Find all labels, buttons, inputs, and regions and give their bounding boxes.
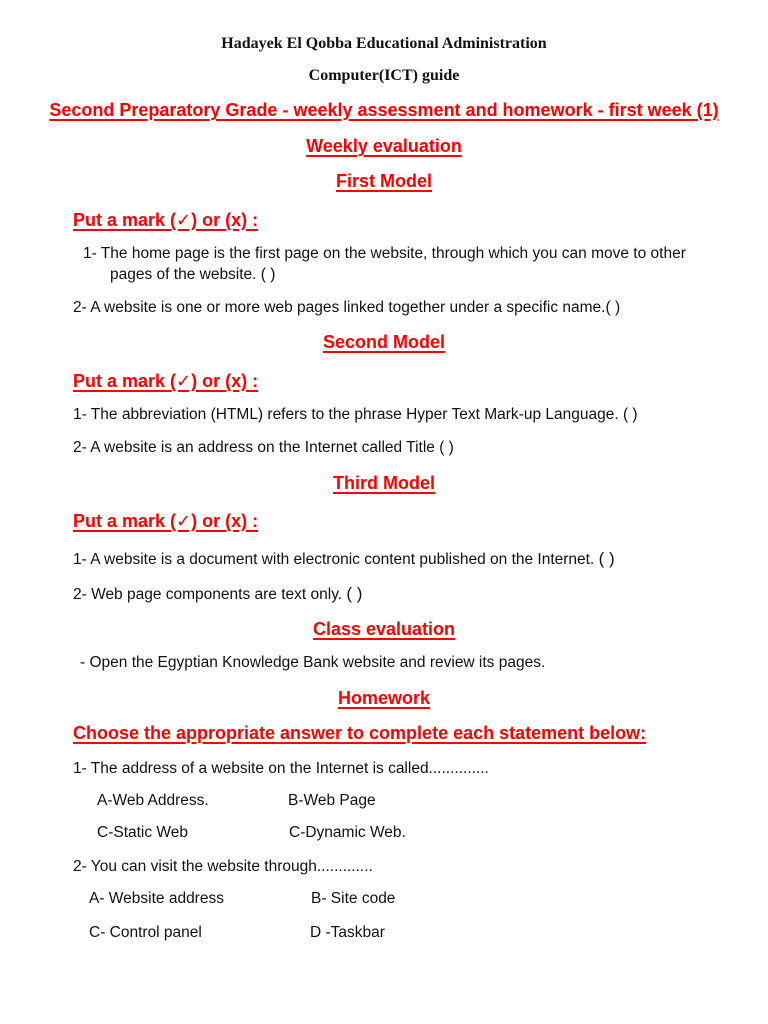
first-model-question-1-line-1: 1- The home page is the first page on the website, through which you can move to other: [83, 245, 686, 262]
third-model-question-2: [73, 584, 362, 604]
first-model-instruction: Put a mark (✓) or (x) :: [73, 210, 259, 230]
homework-question-2-option-d: D -Taskbar: [310, 924, 385, 941]
third-model-question-1-text: 1- A website is a document with electronic content published on the Internet.: [73, 551, 595, 568]
class-evaluation-item: - Open the Egyptian Knowledge Bank website and review its pages.: [80, 654, 546, 671]
homework-question-2-option-c: C- Control panel: [89, 924, 202, 941]
third-model-question-1: [73, 549, 615, 569]
third-model-heading: Third Model: [333, 473, 435, 493]
third-model-question-1-answer-box: ( ): [598, 549, 615, 568]
homework-instruction: Choose the appropriate answer to complete each statement below:: [73, 723, 647, 743]
administration-heading: Hadayek El Qobba Educational Administration: [221, 35, 547, 52]
first-model-question-1-line-2: pages of the website. ( ): [110, 266, 276, 283]
third-model-instruction: Put a mark (✓) or (x) :: [73, 511, 259, 531]
first-model-question-2: 2- A website is one or more web pages linked together under a specific name.( ): [73, 299, 621, 316]
class-evaluation-heading: Class evaluation: [312, 619, 456, 639]
homework-question-1-option-b: B-Web Page: [288, 792, 376, 809]
first-model-heading: First Model: [335, 171, 432, 191]
homework-question-2-option-b: B- Site code: [311, 890, 396, 907]
homework-question-1-option-a: A-Web Address.: [97, 792, 209, 809]
second-model-question-1: 1- The abbreviation (HTML) refers to the phrase Hyper Text Mark-up Language. ( ): [73, 406, 638, 423]
homework-question-1-option-d: C-Dynamic Web.: [289, 824, 406, 841]
guide-heading: Computer(ICT) guide: [308, 67, 460, 84]
homework-question-2: 2- You can visit the website through.............: [73, 858, 373, 875]
homework-question-1-option-c: C-Static Web: [97, 824, 189, 841]
second-model-instruction: Put a mark (✓) or (x) :: [73, 371, 259, 391]
document-title: Second Preparatory Grade - weekly assessment and homework - first week (1): [49, 100, 719, 120]
homework-question-2-option-a: A- Website address: [89, 890, 224, 907]
second-model-heading: Second Model: [322, 332, 445, 352]
second-model-question-2: 2- A website is an address on the Internet called Title ( ): [73, 439, 454, 456]
third-model-question-2-text: 2- Web page components are text only.: [73, 586, 343, 603]
third-model-question-2-answer-box: ( ): [346, 584, 363, 603]
weekly-evaluation-heading: Weekly evaluation: [306, 136, 462, 156]
homework-question-1: 1- The address of a website on the Internet is called..............: [73, 760, 489, 777]
homework-heading: Homework: [337, 688, 431, 708]
